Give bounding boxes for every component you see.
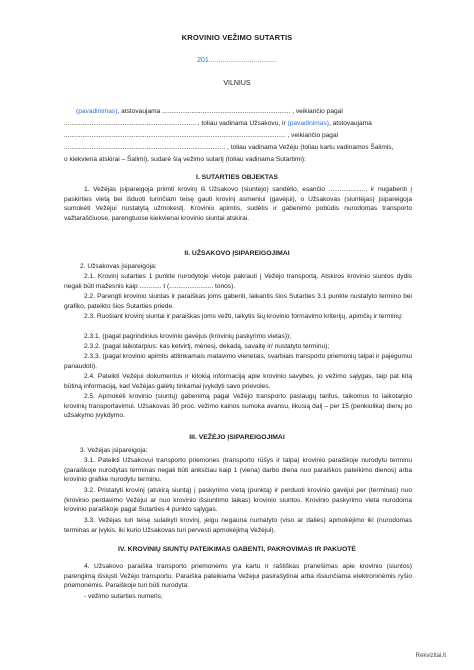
- party1-name-placeholder: (pavadinimas): [76, 108, 118, 115]
- intro-text: , atstovaujama: [328, 120, 372, 127]
- party2-name-placeholder: (pavadinimas): [287, 120, 329, 127]
- document-city: VILNIUS: [223, 80, 251, 87]
- intro-text: ........................................................................ , toliau vadinama Užsakovu, ir: [64, 120, 288, 127]
- clause-2-3-2: 2.3.2. (pagal laikotarpius: kas ketvirtį, mėnesį, dekadą, savaitę ir/ nustatyto terminu);: [84, 343, 330, 350]
- clause-2-2: 2.2. Parengti krovinio siuntas ir paraiškas joms gabenti, laikantis šios Sutarties 3.1 punkte nustatyto termino bei grafiko, pateikto šios Sutarties priede.: [64, 293, 412, 310]
- clause-2-4: 2.4. Pateikti Vežėjui dokumentus ir kitokią informaciją apie krovinio savybes, jo vežimo sąlygas, taip pat kitą būtiną informaciją, kad Vežėjas galėtų tinkamai įvykdyti savo prievoles.: [64, 373, 412, 390]
- clause-3-1: 3.1. Pateikti Užsakovui transporto priemones (transporto rūšys ir talpa) krovinio paraiškoje nurodytu terminu (paraiškoje nurodytas terminas negali būti anksčiau kaip 1 (viena) darbo diena nuo paraiškos pateikimo dienos) arba krovinio grafike nurodytu terminu.: [64, 457, 412, 484]
- clause-2-5: 2.5. Apmokėti krovinio (siuntų) gabenimą pagal Vežėjo transporto paslaugų tarifus, taikomus to laikotarpio krovinių transportavimui. Užsakovas 30 proc. vežimo kainos sumoka avansu, likusią dalį – per 15 (penkiolika) dienų po užsakymo įvykdymo.: [64, 393, 412, 420]
- clause-3-2: 3.2. Pristatyti krovinį (atskirą siuntą) į paskyrimo vietą (punktą) ir perduoti krovinio gavėjui per (terminas) nuo (krovinio perdavimo Vežėjui ar nuo krovinio išsiuntimo laikas) krovinio siuntos. Krovinio paskyrimo vieta nurodoma krovinio paraiškoje pagal Sutarties 4 punkto sąlygas.: [64, 487, 412, 514]
- footer-watermark: Rekvizitai.lt: [415, 653, 446, 659]
- intro-line-5: o kiekviena atskirai – Šalimi), sudarė šią vežimo sutartį (toliau vadinama Sutartimi):: [64, 156, 306, 163]
- intro-line-2: [64, 119, 412, 129]
- clause-2-3-3: 2.3.3. (pagal krovinio apimtis atitinkamais matavimo vienetais, svarbiais transporto priemonių talpai ir pajėgumui panaudoti).: [64, 353, 412, 370]
- clause-3: 3. Vežėjas įsipareigoja:: [80, 447, 148, 454]
- intro-text: , atstovaujama ...................................................................... , veikiančio pagal: [117, 108, 343, 115]
- clause-2-3-1: 2.3.1. (pagal pagrindinius krovinio gavėjus (krovinių paskyrimo vietas));: [84, 333, 292, 340]
- intro-line-3: ......................................................................................................................... , veikiančio pagal: [64, 132, 339, 139]
- document-date: 201...................................: [197, 57, 277, 64]
- section-3-heading: III. VEŽĖJO ĮSIPAREIGOJIMAI: [189, 434, 285, 441]
- clause-2-1: 2.1. Krovinį sutarties 1 punkte nurodytoje vietoje pakrauti į Vežėjo transportą. Atskiros krovinio siuntos dydis negali būti mažesnis kaip ............ t (........................ tonos).: [64, 273, 412, 290]
- clause-4: 4. Užsakovo paraiška transporto priemonėms yra kartu ir raštiškas pranešimas apie krovinio (siuntos) parengimą išsiųsti Vežėjo transportu. Paraiška pateikiama Vežėjui pasirašytinai arba išsiunčiama elektroninėmis ryšio priemonėmis. Paraiškoje turi būti nurodyta:: [64, 563, 412, 590]
- clause-2: 2. Užsakovas įsipareigoja:: [80, 263, 157, 270]
- clause-2-3: 2.3. Ruošiant krovinį siuntai ir paraiškas joms vežti, laikytis šių krovinio formavimo kriterijų, apimčių ir terminų:: [84, 313, 403, 320]
- intro-line-4: ........................................................................................ , toliau vadinama Vežėju (toliau kartu vadinamos Šalimis,: [64, 144, 394, 151]
- intro-line-1: [64, 107, 412, 117]
- section-1-heading: I. SUTARTIES OBJEKTAS: [195, 174, 279, 181]
- document-title: KROVINIO VEŽIMO SUTARTIS: [181, 33, 293, 42]
- clause-4-item: - vežimo sutarties numeris;: [84, 593, 163, 600]
- section-4-heading: IV. KROVINIŲ SIUNTŲ PATEIKIMAS GABENTI, PAKROVIMAS IR PAKUOTĖ: [118, 546, 356, 553]
- section-1-paragraph: 1. Vežėjas įsipareigoja priimti krovinį iš Užsakovo (siuntėjo) sandėlio, esančio ...................., ir nugabenti į paskirties vietą bei išduoti turinčiam teisę gauti krovinį asmeniui (gavėjui), o Užsakovas (siuntėjas) įsipareigoja sumokėti Vežėjui nustatytą užmokestį. Krovinio apimtis, sudėtis ir gabenimo pobūdis nurodomas transporto važtaraščiuose, parengtuose kiekvienai krovinio siuntai atskirai.: [64, 186, 412, 222]
- section-2-heading: II. UŽSAKOVO ĮSIPAREIGOJIMAI: [184, 250, 290, 257]
- clause-3-3: 3.3. Vežėjas turi teisę sulaikyti krovinį, jeigu negauna numatyto (viso ar dalies) apmokėjimo iki (nurodomas terminas ar įvykis, iki kurio Užsakovas turi pervesti apmokėjimą Vežėjui).: [64, 517, 412, 534]
